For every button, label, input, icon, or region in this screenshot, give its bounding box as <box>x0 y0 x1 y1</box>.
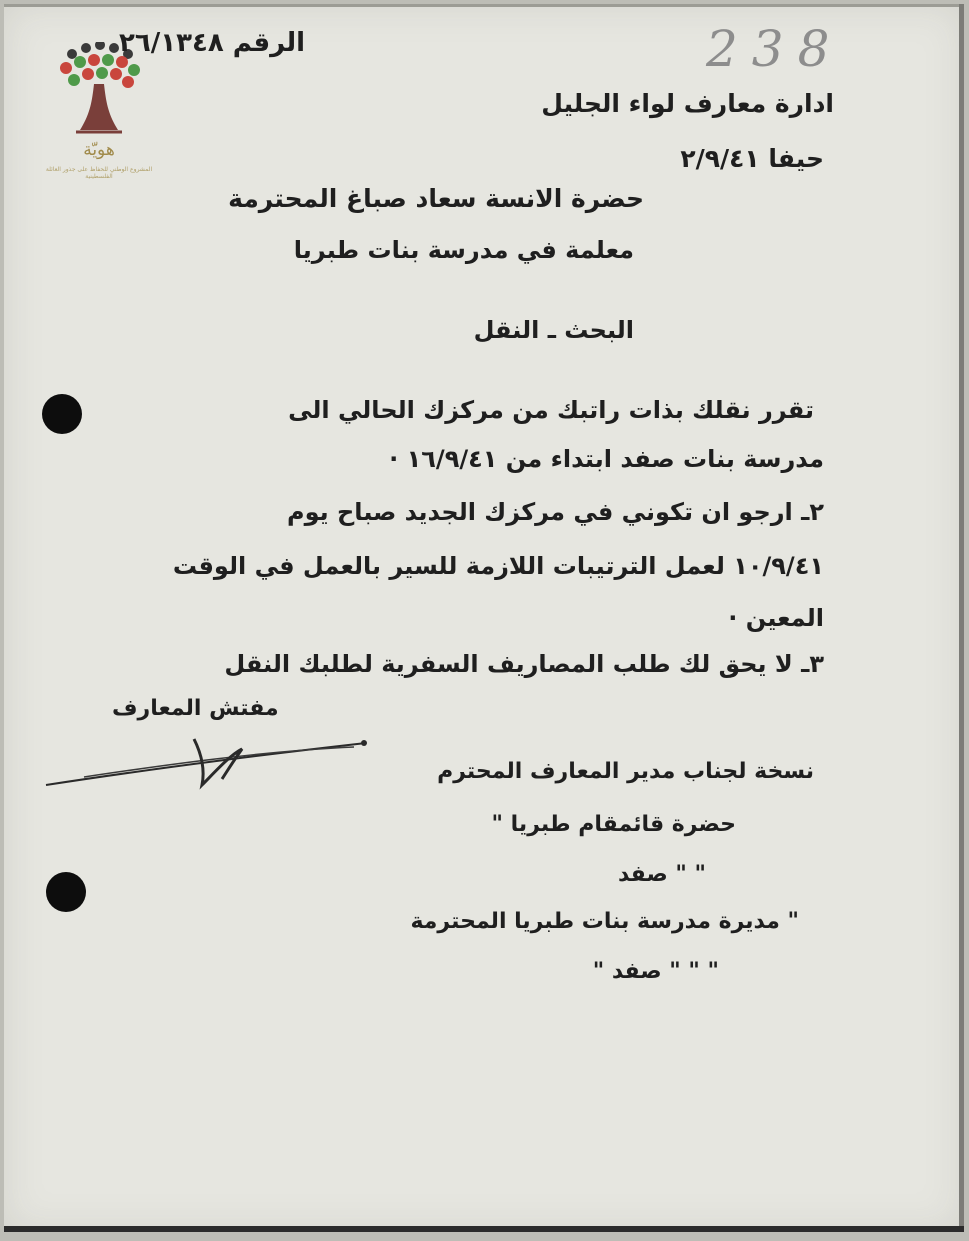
paragraph-3: ٣ـ لا يحق لك طلب المصاريف السفرية لطلبك النقل <box>224 650 824 678</box>
issuer-header: ادارة معارف لواء الجليل <box>541 89 834 118</box>
document-page <box>4 4 964 1232</box>
page-bottom-edge <box>4 1226 964 1232</box>
paragraph-1-line-2: مدرسة بنات صفد ابتداء من ١٦/٩/٤١ · <box>389 445 824 473</box>
punch-hole-top <box>42 394 82 434</box>
punch-hole-bottom <box>46 872 86 912</box>
signature-mark <box>44 729 384 799</box>
hawiya-logo <box>45 42 153 192</box>
paragraph-2-line-3: المعين · <box>728 604 824 632</box>
page-right-edge <box>959 4 964 1232</box>
logo-name: هويّة <box>83 140 115 160</box>
pencil-page-number: 238 <box>706 20 844 78</box>
reference-number: الرقم ٢٦/١٣٤٨ <box>119 28 306 58</box>
copy-to-line-1: نسخة لجناب مدير المعارف المحترم <box>437 759 814 784</box>
copy-to-line-3: " " صفد <box>617 862 706 887</box>
addressee-name: حضرة الانسة سعاد صباغ المحترمة <box>228 184 644 213</box>
paragraph-2-line-2: ١٠/٩/٤١ لعمل الترتيبات اللازمة للسير بالعمل في الوقت <box>172 552 824 580</box>
subject-line: البحث ـ النقل <box>473 316 634 344</box>
paragraph-1-line-1: تقرر نقلك بذات راتبك من مركزك الحالي الى <box>288 396 814 424</box>
place-date: حيفا ٢/٩/٤١ <box>680 144 824 173</box>
copy-to-line-5: " " " صفد " <box>592 959 719 984</box>
page-top-edge <box>4 4 964 7</box>
paragraph-2-line-1: ٢ـ ارجو ان تكوني في مركزك الجديد صباح يوم <box>287 498 824 526</box>
logo-subtitle: المشروع الوطني للحفاظ على جذور العائلة الفلسطينية <box>45 166 153 180</box>
addressee-position: معلمة في مدرسة بنات طبريا <box>293 236 634 264</box>
copy-to-line-4: " مديرة مدرسة بنات طبريا المحترمة <box>410 909 799 934</box>
inspector-title: مفتش المعارف <box>112 696 279 721</box>
copy-to-line-2: حضرة قائمقام طبريا " <box>491 812 736 837</box>
